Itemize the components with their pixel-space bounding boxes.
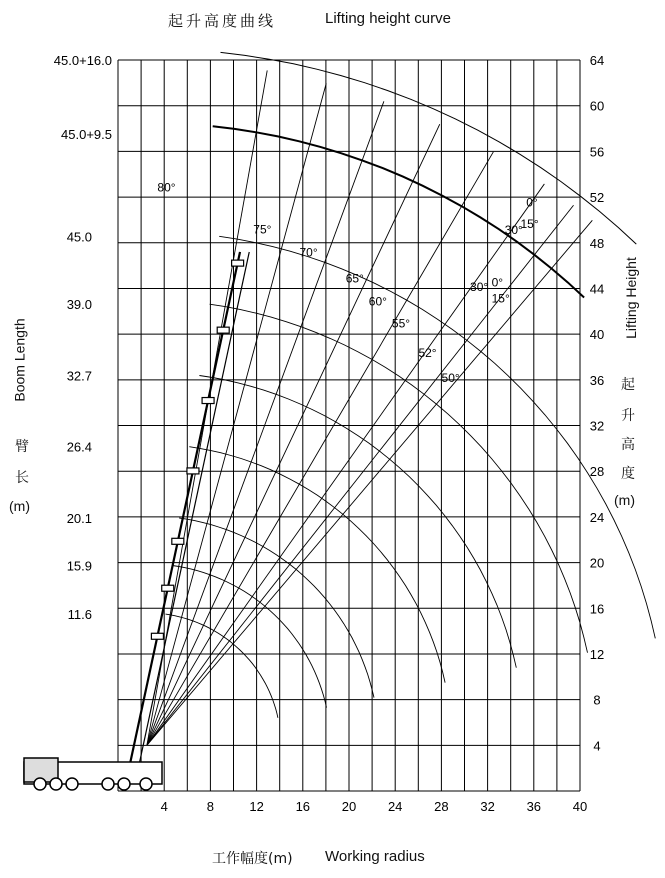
x-tick-label: 24 [387, 799, 403, 814]
boom-length-label: 32.7 [66, 368, 92, 384]
y-tick-label: 40 [589, 327, 605, 343]
truck-wheel [118, 778, 130, 790]
x-tick-label: 8 [206, 799, 215, 814]
truck-wheel [140, 778, 152, 790]
truck-wheel [50, 778, 62, 790]
x-tick-label: 32 [480, 799, 495, 814]
y-tick-label: 20 [589, 555, 605, 571]
right-axis-cn-4: 度 [621, 466, 635, 482]
boom-angle-label: 50° [441, 371, 460, 386]
jib-offset-label: 0° [491, 275, 504, 290]
boom-length-label: 15.9 [66, 558, 92, 574]
y-tick-label: 28 [589, 464, 605, 480]
boom-angle-label: 65° [345, 271, 364, 286]
y-tick-label: 56 [589, 144, 605, 160]
boom-length-arc [210, 304, 588, 653]
boom-angle-label: 60° [368, 294, 387, 309]
y-tick-label: 64 [589, 53, 605, 68]
truck-wheel [34, 778, 46, 790]
boom-angle-label: 52° [418, 345, 437, 360]
boom-section-head [151, 633, 163, 639]
boom-angle-label: 55° [391, 316, 411, 331]
y-tick-label: 24 [589, 509, 605, 525]
x-tick-label: 40 [572, 799, 588, 814]
y-tick-label: 32 [589, 418, 605, 434]
jib-config-label: 45.0+9.5 [61, 127, 112, 143]
y-tick-label: 4 [593, 738, 601, 754]
chart-title-en: Lifting height curve [325, 10, 451, 27]
boom-section-head [172, 538, 184, 544]
y-tick-label: 16 [589, 601, 605, 617]
x-axis-label-en: Working radius [325, 848, 425, 865]
boom-length-arc [189, 447, 445, 683]
crane-boom-drawing [24, 252, 249, 790]
right-axis-unit: (m) [614, 492, 635, 508]
boom-second-line [139, 252, 249, 766]
boom-section-head [187, 468, 199, 474]
left-axis-label-en: Boom Length [11, 318, 28, 402]
boom-length-label: 39.0 [66, 297, 92, 313]
y-tick-label: 52 [589, 190, 605, 206]
boom-length-label: 11.6 [67, 607, 92, 623]
jib-offset-label: 15° [491, 291, 510, 306]
right-axis-cn-3: 高 [621, 437, 635, 453]
y-tick-label: 48 [589, 235, 605, 251]
boom-angle-line [147, 184, 544, 745]
jib-offset-label: 15° [520, 217, 539, 232]
boom-section-head [202, 398, 214, 404]
x-tick-label: 16 [295, 799, 311, 814]
x-tick-label: 20 [341, 799, 357, 814]
y-tick-label: 36 [589, 372, 605, 388]
y-tick-label: 44 [589, 281, 605, 297]
left-axis-cn-2: 长 [15, 470, 29, 486]
y-tick-label: 60 [589, 98, 605, 114]
boom-angle-label: 70° [299, 245, 318, 260]
boom-length-arc [199, 376, 516, 668]
jib-config-label: 45.0+16.0 [53, 53, 112, 68]
x-tick-label: 28 [434, 799, 449, 814]
radius-arcs [166, 52, 656, 717]
truck-wheel [66, 778, 78, 790]
boom-angle-label: 80° [157, 180, 176, 195]
x-axis-label-cn: 工作幅度(m) [212, 851, 293, 867]
boom-angle-label: 75° [253, 222, 272, 237]
x-tick-label: 12 [249, 799, 264, 814]
boom-angle-lines [147, 70, 592, 745]
boom-section-head [162, 585, 174, 591]
boom-section-head [217, 327, 229, 333]
boom-section-head [232, 260, 244, 266]
boom-length-arc [166, 614, 278, 718]
jib-offset-label: 30° [470, 280, 489, 295]
y-tick-label: 8 [593, 692, 601, 708]
chart-title-cn: 起升高度曲线 [168, 12, 277, 30]
boom-length-arc [219, 236, 655, 638]
left-axis-unit: (m) [9, 498, 30, 514]
chart-grid [118, 60, 580, 791]
jib-offset-label: 0° [526, 195, 538, 210]
right-axis-label-en: Lifting Height [622, 257, 639, 339]
boom-length-label: 26.4 [66, 439, 92, 455]
boom-angle-line [147, 124, 440, 745]
x-tick-label: 4 [160, 799, 168, 814]
x-tick-label: 36 [526, 799, 542, 814]
boom-length-label: 20.1 [66, 510, 92, 526]
right-axis-cn-2: 升 [621, 408, 635, 424]
boom-length-label: 45.0 [66, 229, 92, 245]
boom-length-arc [172, 566, 326, 708]
boom-angle-line [147, 101, 384, 745]
left-axis-cn-1: 臂 [15, 439, 29, 455]
y-tick-label: 12 [589, 646, 605, 662]
right-axis-cn-1: 起 [621, 377, 635, 393]
jib-offset-label: 30° [504, 222, 523, 237]
truck-wheel [102, 778, 114, 790]
